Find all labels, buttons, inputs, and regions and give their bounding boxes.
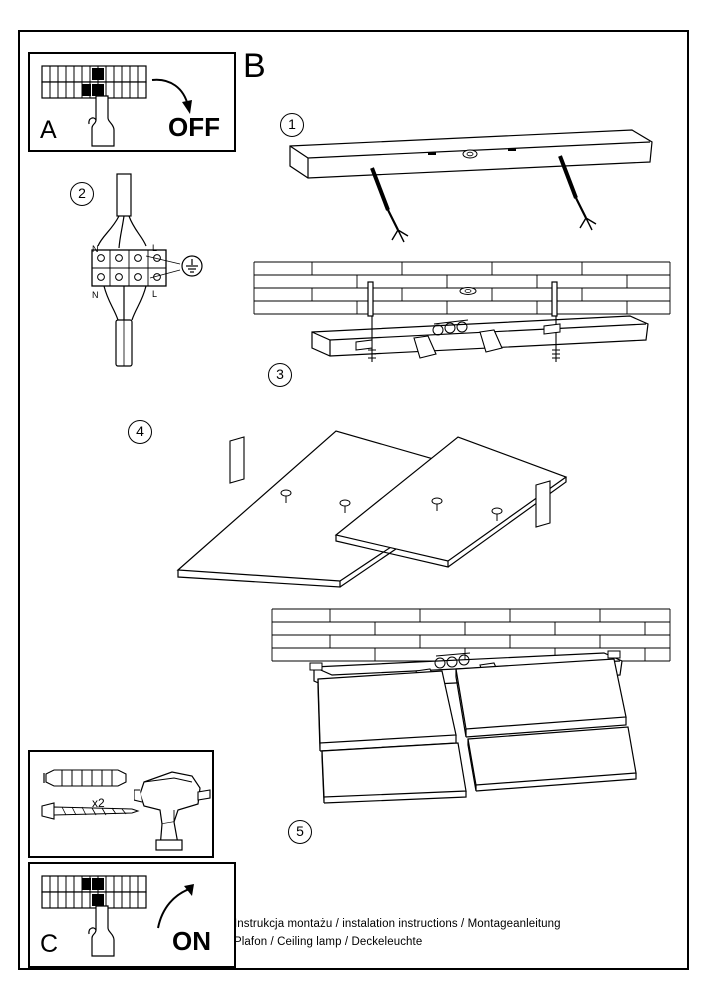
terminal-marker-n-top: N	[92, 244, 99, 254]
step-1-number: 1	[280, 113, 304, 137]
section-a-box	[28, 52, 236, 152]
screw-icon	[40, 800, 140, 822]
step-1-illustration	[280, 118, 670, 248]
power-drill-icon	[134, 760, 214, 852]
section-c-letter: C	[40, 930, 59, 958]
step-5-illustration	[252, 605, 672, 820]
terminal-marker-n-bottom: N	[92, 290, 99, 300]
step-3-number: 3	[268, 363, 292, 387]
terminal-marker-l-top: L	[152, 243, 158, 253]
footer-line-1: Instrukcja montażu / instalation instructions / Montageanleitung	[234, 918, 561, 930]
section-b-letter: B	[243, 47, 267, 85]
footer-line-2: Plafon / Ceiling lamp / Deckeleuchte	[234, 936, 423, 948]
step-3-illustration	[252, 258, 672, 378]
hand-icon	[82, 94, 128, 150]
terminal-marker-l-bottom: L	[152, 289, 158, 299]
section-a-letter: A	[40, 116, 57, 144]
section-a-label: OFF	[168, 112, 220, 142]
section-c-label: ON	[172, 926, 211, 956]
hand-icon	[82, 904, 128, 960]
tools-quantity-label: x2	[92, 796, 105, 810]
tools-box	[28, 750, 214, 858]
section-c-box	[28, 862, 236, 968]
step-5-number: 5	[288, 820, 312, 844]
step-2-number: 2	[70, 182, 94, 206]
step-2-illustration	[88, 172, 218, 382]
arrow-up-icon	[148, 882, 196, 932]
step-4-number: 4	[128, 420, 152, 444]
wall-plug-icon	[40, 764, 130, 790]
step-4-illustration	[160, 415, 580, 595]
